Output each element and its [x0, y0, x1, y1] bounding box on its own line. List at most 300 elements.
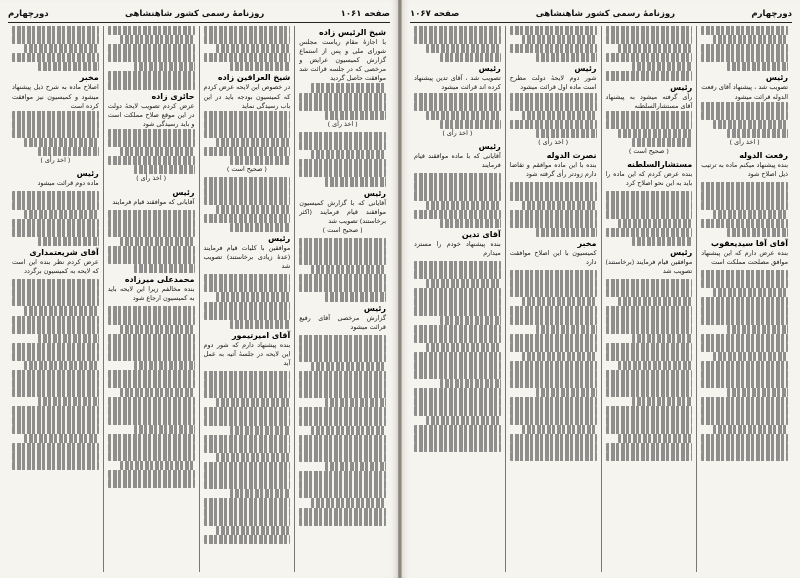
- text-line: [299, 380, 386, 389]
- entry-text: بنده عرض کردم که این ماده را باید به این نحو اصلاح کرد: [605, 170, 693, 188]
- text-line: [510, 434, 597, 443]
- right-page: [401, 0, 800, 578]
- entry-text: آقایانی که با گزارش کمیسیون موافقند قیام فرمایند (اکثر برخاستند) تصویب شد: [299, 198, 386, 225]
- text-line: [510, 191, 597, 200]
- text-line: [618, 434, 693, 443]
- text-line: [108, 334, 195, 343]
- text-line: [510, 270, 597, 279]
- text-line: [204, 508, 291, 517]
- entry: [701, 238, 788, 267]
- text-line: [632, 138, 693, 147]
- right-columns: [410, 26, 792, 572]
- text-line: [299, 247, 386, 256]
- text-line: [606, 71, 693, 80]
- text-line: [414, 182, 501, 191]
- text-line: [701, 111, 788, 120]
- entry-text: بنده با این ماده موافقم و تقاضا دارم زودتر رأی گرفته شود: [509, 161, 597, 179]
- text-line: [134, 361, 195, 370]
- text-line: [12, 297, 99, 306]
- text-line: [204, 120, 291, 129]
- text-line: [299, 102, 386, 111]
- text-line: [701, 434, 788, 443]
- entry-note: ( اخذ رأی ): [442, 128, 473, 137]
- speaker-name: رئیس: [363, 303, 386, 313]
- text-line: [134, 264, 195, 273]
- text-line: [204, 435, 291, 444]
- text-line: [299, 132, 386, 141]
- right-column-1: [697, 26, 792, 572]
- text-line: [713, 210, 788, 219]
- text-line: [12, 352, 99, 361]
- text-line: [606, 452, 693, 461]
- text-line: [12, 443, 99, 452]
- text-line: [414, 306, 501, 315]
- text-line: [12, 35, 99, 44]
- text-line: [204, 407, 291, 416]
- text-line: [414, 406, 501, 415]
- text-line: [632, 237, 693, 246]
- entry: [204, 233, 291, 271]
- entry: [204, 330, 291, 368]
- entry-text: در خصوص این لایحه عرض کردم که کمیسیون بودجه باید در این باب رسیدگی نماید: [203, 83, 291, 110]
- text-line: [701, 191, 788, 200]
- text-line: [204, 283, 291, 292]
- text-line: [216, 205, 291, 214]
- speaker-name: شیخ العراقین زاده: [217, 73, 291, 83]
- entry: [108, 187, 195, 207]
- speaker-name: رئیس: [478, 142, 501, 152]
- text-line: [299, 344, 386, 353]
- entry: [701, 150, 788, 179]
- text-line: [606, 53, 693, 62]
- text-line: [204, 371, 291, 380]
- entry: [12, 72, 99, 165]
- text-line: [701, 201, 788, 210]
- text-line: [24, 44, 99, 53]
- entry-text: موافقین قیام فرمایند (برخاستند) تصویب شد: [605, 257, 693, 276]
- right-column-2: [602, 26, 698, 572]
- text-line: [108, 416, 195, 425]
- text-line: [311, 150, 386, 159]
- text-line: [204, 196, 291, 205]
- text-line: [134, 425, 195, 434]
- text-line: [216, 44, 291, 53]
- entry-text: با اجازهٔ مقام ریاست مجلس شورای ملی و پس از استماع گزارش کمیسیون عرایض و مرخصی که در جلسه قرائت شد موافقت حاصل گردید: [299, 38, 386, 83]
- text-line: [325, 292, 386, 301]
- text-line: [727, 388, 788, 397]
- entry-text: بنده مخالفم زیرا این لایحه باید به کمیسیون ارجاع شود: [107, 285, 195, 303]
- text-line: [230, 156, 291, 165]
- text-line: [108, 343, 195, 352]
- text-line: [701, 182, 788, 191]
- text-line: [727, 62, 788, 71]
- text-line: [230, 426, 291, 435]
- text-line: [12, 316, 99, 325]
- text-line: [108, 129, 195, 138]
- entry: [414, 63, 501, 138]
- text-line: [414, 210, 501, 219]
- speaker-name: رئیس: [268, 233, 291, 243]
- text-line: [108, 379, 195, 388]
- left-column-3: [104, 26, 200, 572]
- entry-note: ( صحیح است ): [322, 225, 363, 234]
- text-line: [299, 238, 386, 247]
- text-line: [325, 111, 386, 120]
- entry-note: ( صحیح است ): [628, 147, 669, 156]
- text-line: [713, 425, 788, 434]
- entry: [414, 229, 501, 258]
- text-line: [510, 210, 597, 219]
- entry: [606, 247, 693, 276]
- left-section-label: دورچهارم: [8, 9, 49, 19]
- text-line: [12, 53, 99, 62]
- text-line: [618, 297, 693, 306]
- text-line: [230, 62, 291, 71]
- text-line: [510, 379, 597, 388]
- text-line: [204, 111, 291, 120]
- text-line: [606, 425, 693, 434]
- text-line: [108, 219, 195, 228]
- text-line: [713, 35, 788, 44]
- text-line: [618, 361, 693, 370]
- speaker-name: رئیس: [574, 64, 597, 74]
- speaker-name: رئیس: [478, 64, 501, 74]
- text-line: [204, 147, 291, 156]
- text-line: [414, 388, 501, 397]
- text-line: [216, 453, 291, 462]
- text-line: [701, 44, 788, 53]
- speaker-name: مخبر: [577, 238, 597, 248]
- text-line: [311, 265, 386, 274]
- text-line: [426, 343, 501, 352]
- text-line: [120, 388, 195, 397]
- speaker-name: مستشارالسلطنه: [627, 160, 693, 170]
- right-journal-title: روزنامهٔ رسمی کشور شاهنشاهی: [535, 9, 676, 19]
- text-line: [536, 53, 597, 62]
- text-line: [606, 288, 693, 297]
- text-line: [204, 177, 291, 186]
- text-line: [299, 435, 386, 444]
- text-line: [24, 138, 99, 147]
- text-line: [24, 210, 99, 219]
- speaker-name: رئیس: [76, 169, 99, 179]
- entry-text: موافقین با کلیات قیام فرمایند (عدهٔ زیادی برخاستند) تصویب شد: [203, 243, 291, 271]
- speaker-name: شیخ الرئیس زاده: [319, 28, 386, 37]
- entry-note: ( اخذ رأی ): [327, 119, 358, 128]
- text-line: [713, 288, 788, 297]
- left-column-1: [295, 26, 390, 572]
- entry: [12, 247, 99, 276]
- text-line: [606, 406, 693, 415]
- text-line: [12, 379, 99, 388]
- text-line: [713, 352, 788, 361]
- text-line: [299, 517, 386, 526]
- text-line: [204, 35, 291, 44]
- text-line: [632, 62, 693, 71]
- entry: [701, 72, 788, 147]
- text-line: [426, 44, 501, 53]
- speaker-name: آقای شریعتمداری: [29, 247, 99, 257]
- entry: [606, 82, 693, 157]
- text-line: [311, 83, 386, 92]
- text-line: [108, 406, 195, 415]
- text-line: [12, 120, 99, 129]
- speaker-name: رئیس: [670, 247, 693, 257]
- text-line: [606, 26, 693, 35]
- text-line: [204, 517, 291, 526]
- text-line: [325, 177, 386, 186]
- entry-text: شور دوم لایحهٔ دولت مطرح است ماده اول قرائت میشود: [509, 74, 597, 92]
- text-line: [522, 297, 597, 306]
- text-line: [311, 362, 386, 371]
- text-line: [701, 370, 788, 379]
- right-page-header: [410, 6, 792, 23]
- text-line: [299, 168, 386, 177]
- text-line: [204, 444, 291, 453]
- text-line: [204, 389, 291, 398]
- text-line: [701, 416, 788, 425]
- text-line: [299, 159, 386, 168]
- text-line: [606, 416, 693, 425]
- text-line: [727, 325, 788, 334]
- text-line: [426, 416, 501, 425]
- text-line: [510, 397, 597, 406]
- text-line: [522, 111, 597, 120]
- text-line: [204, 214, 291, 223]
- text-line: [204, 471, 291, 480]
- text-line: [204, 311, 291, 320]
- text-line: [299, 453, 386, 462]
- left-page-number: صفحه ۱۰۶۱: [340, 9, 390, 19]
- entry-note: ( صحیح است ): [226, 165, 267, 174]
- text-line: [701, 452, 788, 461]
- text-line: [311, 498, 386, 507]
- text-line: [414, 434, 501, 443]
- entry: [510, 150, 597, 179]
- text-line: [510, 306, 597, 315]
- entry-text: تصویب شد ، پیشنهاد آقای رفعت الدوله قرائت میشود: [701, 83, 788, 101]
- entry-note: ( اخذ رأی ): [729, 138, 760, 147]
- text-line: [701, 316, 788, 325]
- text-line: [701, 406, 788, 415]
- text-line: [299, 283, 386, 292]
- text-line: [108, 138, 195, 147]
- text-line: [727, 228, 788, 237]
- text-line: [510, 452, 597, 461]
- text-line: [440, 379, 501, 388]
- text-line: [606, 120, 693, 129]
- text-line: [606, 370, 693, 379]
- text-line: [12, 406, 99, 415]
- text-line: [701, 102, 788, 111]
- text-line: [606, 316, 693, 325]
- text-line: [12, 452, 99, 461]
- text-line: [510, 288, 597, 297]
- text-line: [522, 352, 597, 361]
- entry-text: گزارش مرخصی آقای رفیع قرائت میشود: [299, 313, 386, 331]
- text-line: [510, 219, 597, 228]
- entry-note: ( اخذ رأی ): [538, 138, 569, 147]
- text-line: [701, 53, 788, 62]
- text-line: [12, 279, 99, 288]
- speaker-name: مخبر: [79, 73, 99, 83]
- text-line: [12, 388, 99, 397]
- text-line: [230, 320, 291, 329]
- text-line: [120, 147, 195, 156]
- text-line: [299, 407, 386, 416]
- entry-text: آقایانی که موافقند قیام فرمایند: [112, 197, 195, 206]
- text-line: [108, 246, 195, 255]
- text-line: [299, 371, 386, 380]
- speaker-name: نصرت الدوله: [546, 151, 597, 161]
- text-line: [12, 129, 99, 138]
- text-line: [108, 210, 195, 219]
- text-line: [108, 443, 195, 452]
- text-line: [440, 120, 501, 129]
- entry: [299, 27, 386, 129]
- entry-text: ماده دوم قرائت میشود: [37, 179, 99, 188]
- left-page-header: [8, 6, 390, 23]
- text-line: [426, 111, 501, 120]
- text-line: [701, 443, 788, 452]
- text-line: [426, 279, 501, 288]
- text-line: [414, 270, 501, 279]
- text-line: [632, 397, 693, 406]
- text-line: [108, 434, 195, 443]
- text-line: [701, 26, 788, 35]
- text-line: [299, 508, 386, 517]
- text-line: [204, 26, 291, 35]
- text-line: [606, 379, 693, 388]
- right-page-number: صفحه ۱۰۶۷: [410, 9, 460, 19]
- entry-text: عرض کردم نظر بنده این است که لایحه به کمیسیون برگردد: [12, 257, 99, 276]
- text-line: [204, 462, 291, 471]
- text-line: [510, 44, 597, 53]
- text-line: [618, 44, 693, 53]
- speaker-name: حائری زاده: [151, 91, 195, 101]
- text-line: [12, 370, 99, 379]
- text-line: [414, 361, 501, 370]
- text-line: [522, 201, 597, 210]
- text-line: [414, 173, 501, 182]
- text-line: [701, 397, 788, 406]
- text-line: [510, 93, 597, 102]
- text-line: [299, 444, 386, 453]
- text-line: [510, 443, 597, 452]
- entry: [606, 159, 693, 188]
- text-line: [325, 462, 386, 471]
- text-line: [120, 325, 195, 334]
- text-line: [414, 102, 501, 111]
- speaker-name: آقای تدین: [461, 229, 501, 239]
- text-line: [38, 334, 99, 343]
- text-line: [536, 129, 597, 138]
- entry: [204, 72, 291, 174]
- text-line: [510, 182, 597, 191]
- text-line: [713, 120, 788, 129]
- text-line: [12, 343, 99, 352]
- text-line: [12, 219, 99, 228]
- text-line: [701, 361, 788, 370]
- text-line: [204, 480, 291, 489]
- text-line: [230, 489, 291, 498]
- text-line: [299, 93, 386, 102]
- text-line: [701, 379, 788, 388]
- entry-text: کمیسیون با این اصلاح موافقت دارد: [509, 248, 597, 266]
- left-column-2: [200, 26, 296, 572]
- text-line: [701, 297, 788, 306]
- text-line: [606, 325, 693, 334]
- text-line: [414, 191, 501, 200]
- text-line: [299, 141, 386, 150]
- text-line: [108, 479, 195, 488]
- text-line: [108, 228, 195, 237]
- text-line: [727, 129, 788, 138]
- text-line: [426, 201, 501, 210]
- entry: [414, 141, 501, 170]
- text-line: [299, 489, 386, 498]
- text-line: [536, 228, 597, 237]
- entry-text: اصلاح ماده به شرح ذیل پیشنهاد میشود و کمیسیون نیز موافقت کرده است: [12, 83, 99, 110]
- entry: [299, 188, 386, 235]
- text-line: [606, 35, 693, 44]
- text-line: [414, 397, 501, 406]
- text-line: [108, 452, 195, 461]
- text-line: [606, 388, 693, 397]
- text-line: [510, 334, 597, 343]
- text-line: [414, 93, 501, 102]
- text-line: [606, 191, 693, 200]
- speaker-name: رفعت الدوله: [739, 151, 788, 161]
- text-line: [510, 102, 597, 111]
- text-line: [325, 398, 386, 407]
- entry: [108, 274, 195, 303]
- text-line: [24, 361, 99, 370]
- text-line: [606, 443, 693, 452]
- text-line: [108, 255, 195, 264]
- speaker-name: محمدعلی میرزاده: [124, 275, 195, 285]
- text-line: [510, 279, 597, 288]
- text-line: [414, 425, 501, 434]
- text-line: [414, 261, 501, 270]
- text-line: [606, 201, 693, 210]
- text-line: [108, 53, 195, 62]
- text-line: [108, 470, 195, 479]
- text-line: [108, 370, 195, 379]
- text-line: [414, 297, 501, 306]
- text-line: [510, 370, 597, 379]
- text-line: [12, 191, 99, 200]
- text-line: [204, 417, 291, 426]
- entry: [510, 63, 597, 147]
- text-line: [414, 325, 501, 334]
- entry-text: بنده پیشنهاد میکنم ماده به ترتیب ذیل اصلاح شود: [701, 161, 788, 179]
- text-line: [618, 129, 693, 138]
- text-line: [414, 334, 501, 343]
- text-line: [701, 334, 788, 343]
- text-line: [120, 461, 195, 470]
- text-line: [414, 35, 501, 44]
- text-line: [606, 210, 693, 219]
- text-line: [510, 406, 597, 415]
- text-line: [606, 279, 693, 288]
- left-column-4: [8, 26, 104, 572]
- entry: [510, 238, 597, 267]
- right-section-label: دورچهارم: [751, 9, 792, 19]
- entry-text: رأی گرفته میشود به پیشنهاد آقای مستشارالسلطنه: [605, 92, 693, 110]
- text-line: [701, 270, 788, 279]
- text-line: [414, 443, 501, 452]
